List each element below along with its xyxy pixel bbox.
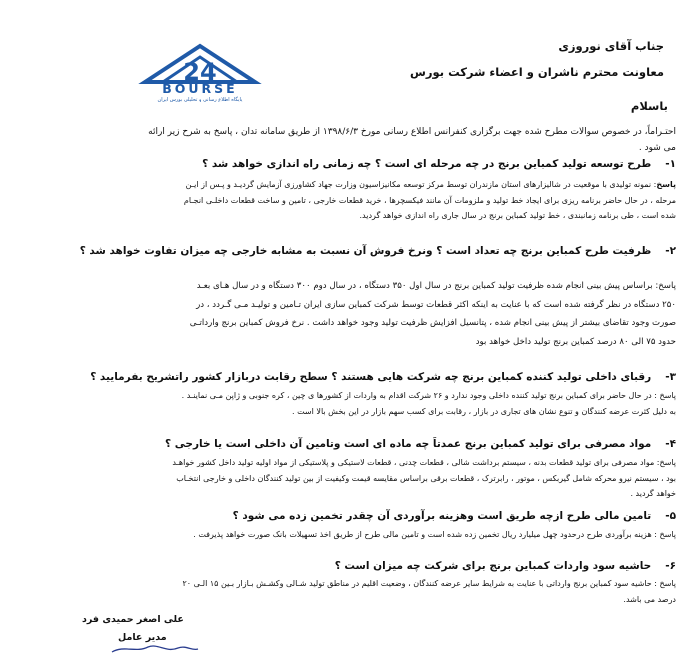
answer-3 (31, 388, 676, 419)
answer-line: شده است ، طی برنامه زمانبندی ، خط تولید کمباین برنج در سال جاری راه اندازی خواهد گردید. (359, 211, 676, 220)
answer-label: پاسخ (656, 180, 676, 189)
answer-line: مرحله ، در حال حاضر برنامه ریزی برای ایجاد خط تولید و ملزومات آن مانند فیکسچرها ، خرید قطعات خارجی ، تامین و ساخت قطعات داخلـی انجـام (183, 195, 676, 205)
question-number: ۴- (665, 438, 676, 450)
answer-1 (31, 177, 676, 224)
intro-line: احتـراماً، در خصوص سوالات مطرح شده جهت برگزاری کنفرانس اطلاع رسانی مورخ ۱۳۹۸/۶/۳ از طریق سامانه تدان ، پاسخ به شرح زیر ارائه (148, 127, 676, 137)
answer-2 (31, 277, 676, 351)
bourse24-logo (125, 42, 275, 102)
recipient-line: جناب آقای نوروزی (558, 39, 664, 53)
intro-line: می شود . (638, 143, 676, 153)
signature-scribble (110, 644, 200, 653)
question-text: رقبای داخلی تولید کننده کمباین برنج چه شرکت هایی هستند ؟ سطح رقابت دربازار کشور راتشریح بفرمایید ؟ (90, 371, 652, 383)
answer-6 (31, 576, 676, 607)
question-text: مواد مصرفی برای تولید کمباین برنج عمدتاً چه ماده ای است وتامین آن داخلی است یا خارجی ؟ (165, 438, 652, 450)
question-1 (21, 157, 676, 172)
signatory-name: علی اصغر حمیدی فرد (82, 614, 184, 625)
answer-line: به دلیل کثرت عرضه کنندگان و تنوع نشان های تجاری در بازار ، رقابت برای کسب سهم بازار در این بخش بالا است . (291, 406, 676, 416)
answer-line: پاسخ : در حال حاضر برای کمباین برنج تولید کننده داخلی وجود ندارد و ۲۶ شرکت اقدام به واردات از کشورها ی چین ، کره جنوبی و ژاپن مـی نماینـد . (181, 391, 676, 400)
greeting: باسلام (630, 99, 668, 113)
answer-line: ۲۵۰ دستگاه در نظر گرفته شده است که با عنایت به اینکه اکثر قطعات توسط شرکت کمباین سازی ایران تـامین و تولیـد مـی گـردد ، در (196, 299, 676, 310)
answer-line: پاسخ: براساس پیش بینی انجام شده ظرفیت تولید کمباین برنج در سال اول ۳۵۰ دستگاه ، در سال دوم ۳۰۰ دستگاه و در سال هـای بعـد (196, 281, 676, 291)
signatory-title: مدیر عامل (118, 632, 167, 643)
answer-4 (31, 455, 676, 502)
answer-line: پاسخ : حاشیه سود کمباین برنج وارداتی با عنایت به شرایط سایر عرضه کنندگان ، وضعیت اقلیم در مناطق تولید شـالی وکشـش بـازار بـین ۱۵ الـی ۲۰ (182, 579, 676, 588)
question-6 (21, 559, 676, 574)
answer-line: پاسخ: نمونه تولیدی با موقعیت در شالیزارهای استان مازندران توسط مرکز توسعه مکانیزاسیون وزارت جهاد کشاورزی آزمایش گردیـد و پـس از ایـن (185, 180, 676, 189)
intro-paragraph (20, 124, 676, 156)
recipient-title: معاونت محترم ناشران و اعضاء شرکت بورس (410, 65, 664, 79)
question-5 (21, 509, 676, 524)
question-text: تامین مالی طرح ازچه طریق است وهزینه برآوردی آن چقدر تخمین زده می شود ؟ (232, 510, 652, 522)
question-number: ۶- (665, 560, 676, 572)
question-4 (21, 437, 676, 452)
answer-line: پاسخ: مواد مصرفی برای تولید قطعات بدنه ، سیستم برداشت شالی ، قطعات چدنی ، قطعات لاستیکی و پلاستیکی از مواد اولیه تولید داخل کشور خواهـد (172, 458, 676, 467)
answer-line: پاسخ : هزینه برآوردی طرح درحدود چهل میلیارد ریال تخمین زده شده است و تامین مالی طرح از طریق اخذ تسهیلات بانک صورت خواهد پذیرفت . (193, 530, 676, 539)
question-number: ۲- (665, 245, 676, 257)
question-text: حاشیه سود واردات کمباین برنج برای شرکت چه میزان است ؟ (334, 560, 652, 572)
answer-line: خواهد گردید . (630, 489, 676, 498)
question-number: ۵- (665, 510, 676, 522)
logo-number: 24 (183, 58, 217, 86)
answer-line: حدود ۷۵ الی ۸۰ درصد کمباین برنج تولید داخل خواهد بود (475, 336, 676, 347)
question-text: طرح توسعه تولید کمباین برنج در چه مرحله ای است ؟ چه زمانی راه اندازی خواهد شد ؟ (202, 158, 652, 170)
answer-5 (31, 527, 676, 543)
question-text: ظرفیت طرح کمباین برنج چه تعداد است ؟ ونرخ فروش آن نسبت به مشابه خارجی چه میزان تفاوت خواهد شد ؟ (79, 245, 652, 257)
logo-tagline: پایگاه اطلاع رسانی و تحلیلی بورس ایران (157, 97, 243, 102)
answer-line: درصد می باشد. (623, 594, 676, 604)
logo-brand: BOURSE (162, 81, 238, 96)
question-3 (21, 370, 676, 385)
question-number: ۱- (665, 158, 676, 170)
bourse24-logo-mark (125, 42, 275, 102)
answer-line: بود ، سیستم نیرو محرکه شامل گیربکس ، موتور ، رابرترک ، قطعات برقی براساس مقایسه قیمت وکیفیت از بین تولید کنندگان داخلی و خارجی انتخـاب (176, 473, 676, 483)
question-number: ۳- (665, 371, 676, 383)
answer-line: صورت وجود تقاضای بیشتر از پیش بینی انجام شده ، پتانسیل افزایش ظرفیت تولید وجود خواهد داشت . نرخ فروش کمباین برنج وارداتـی (189, 318, 676, 328)
question-2 (21, 244, 676, 259)
